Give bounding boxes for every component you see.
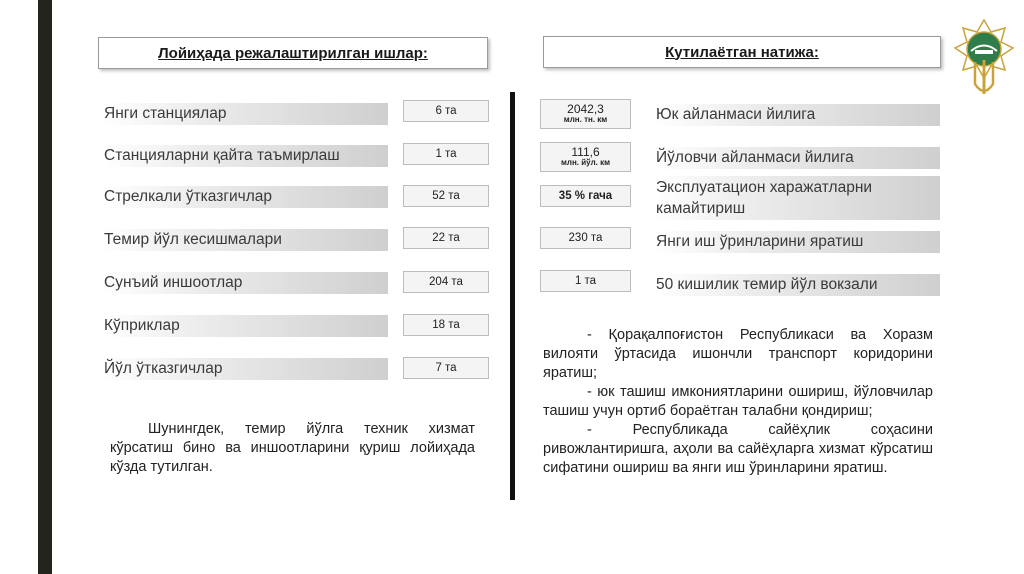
result-label-multiline bbox=[652, 176, 940, 220]
planned-item-value: 6 та bbox=[403, 100, 489, 122]
expected-result-title: Кутилаётган натижа: bbox=[665, 43, 819, 61]
result-label: 50 кишилик темир йўл вокзали bbox=[652, 274, 940, 296]
result-value: 111,6 bbox=[571, 145, 600, 159]
result-label: Юк айланмаси йилига bbox=[652, 104, 940, 126]
bullet-item: - Республикада сайёҳлик соҳасини ривожлантиришга, аҳоли ва сайёҳларга хизмат кўрсатиш сифатини ошириш ва янги иш ўринларини яратиш. bbox=[543, 422, 933, 476]
planned-item-value: 52 та bbox=[403, 185, 489, 207]
planned-item-label: Темир йўл кесишмалари bbox=[100, 229, 388, 251]
university-logo-icon bbox=[953, 18, 1015, 100]
expected-result-header bbox=[543, 36, 941, 68]
planned-item-value: 22 та bbox=[403, 227, 489, 249]
planned-item-label: Кўприклар bbox=[100, 315, 388, 337]
result-value: 2042,3 bbox=[567, 102, 604, 116]
result-value: 230 та bbox=[540, 227, 631, 249]
planned-item-value: 7 та bbox=[403, 357, 489, 379]
result-unit: млн. йўл. км bbox=[560, 158, 611, 168]
result-bullets bbox=[543, 326, 933, 478]
planned-item-label: Сунъий иншоотлар bbox=[100, 272, 388, 294]
planned-item-value: 18 та bbox=[403, 314, 489, 336]
result-label-line2: камайтириш bbox=[656, 200, 746, 217]
result-value-box bbox=[540, 142, 631, 172]
bullet-item: - Қорақалпоғистон Республикаси ва Хоразм вилояти ўртасида ишончли транспорт коридорини яратиш; bbox=[543, 327, 933, 381]
result-label: Йўловчи айланмаси йилига bbox=[652, 147, 940, 169]
planned-item-value: 1 та bbox=[403, 143, 489, 165]
column-divider bbox=[510, 92, 515, 500]
result-unit: млн. тн. км bbox=[563, 115, 608, 125]
result-value-box bbox=[540, 99, 631, 129]
note-text: Шунингдек, темир йўлга техник хизмат кўрсатиш бино ва иншоотларини қуриш лойиҳада кўзда тутилган. bbox=[110, 421, 475, 475]
planned-item-value: 204 та bbox=[403, 271, 489, 293]
left-decorative-bar bbox=[38, 0, 52, 574]
additional-note bbox=[110, 420, 475, 477]
result-value: 35 % гача bbox=[540, 185, 631, 207]
bullet-item: - юк ташиш имкониятларини ошириш, йўловчилар ташиш учун ортиб бораётган талабни қондириш; bbox=[543, 384, 933, 419]
planned-works-header bbox=[98, 37, 488, 69]
result-label-line1: Эксплуатацион харажатларни bbox=[656, 179, 873, 196]
planned-item-label: Йўл ўтказгичлар bbox=[100, 358, 388, 380]
planned-item-label: Станцияларни қайта таъмирлаш bbox=[100, 145, 388, 167]
result-label: Янги иш ўринларини яратиш bbox=[652, 231, 940, 253]
result-value: 1 та bbox=[540, 270, 631, 292]
planned-item-label: Янги станциялар bbox=[100, 103, 388, 125]
planned-works-title: Лойиҳада режалаштирилган ишлар: bbox=[158, 44, 428, 62]
planned-item-label: Стрелкали ўтказгичлар bbox=[100, 186, 388, 208]
